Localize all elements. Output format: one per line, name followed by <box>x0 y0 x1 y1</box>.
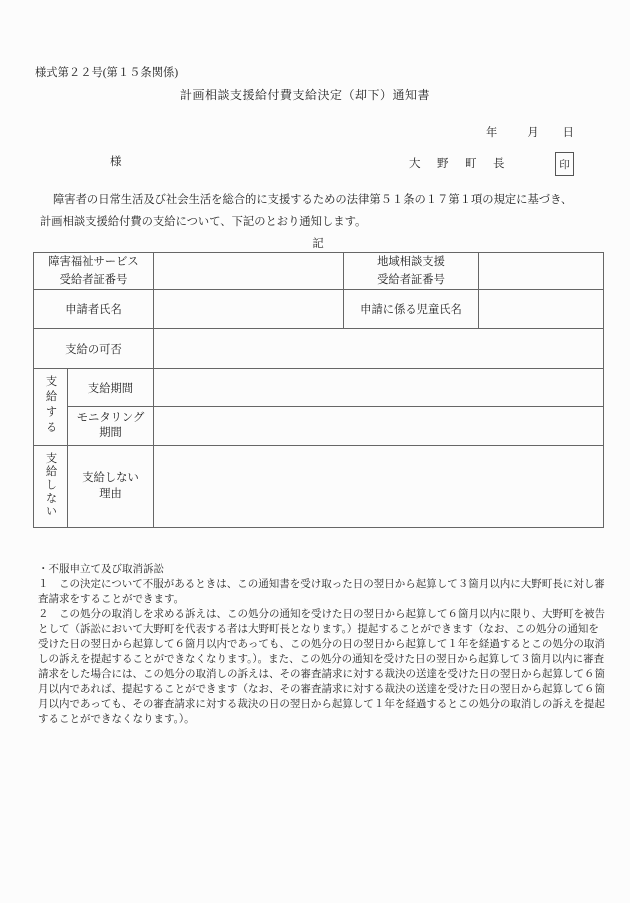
service-cert-label-line: 障害福祉サービス <box>48 256 139 268</box>
seal-mark: 印 <box>559 159 570 171</box>
table-row <box>34 369 604 407</box>
benefits-table <box>33 252 604 528</box>
service-cert-label-line: 受給者証番号 <box>59 274 128 286</box>
form-number: 様式第２２号(第１５条関係) <box>35 67 179 79</box>
applicant-name-value-cell <box>154 290 344 329</box>
child-name-value-cell <box>479 290 604 329</box>
note-line: 受けた日の翌日から起算して６箇月以内であっても、この処分の日の翌日から起算して１年を経過するとこの処分の取消 <box>38 639 605 650</box>
deny-group-cell <box>34 446 68 528</box>
date-line <box>486 124 574 140</box>
regional-cert-label-line: 受給者証番号 <box>377 274 445 286</box>
seal-box <box>555 152 574 176</box>
monitoring-label-line: 期間 <box>99 427 122 439</box>
record-heading: 記 <box>312 238 324 250</box>
table-row <box>34 329 604 369</box>
grant-decision-value-cell <box>154 329 604 369</box>
body-paragraph <box>40 189 606 233</box>
applicant-name-label-cell: 申請者氏名 <box>34 290 154 329</box>
note-line: しの訴えを提起することができなくなります。）。また、この処分の通知を受けた日の翌日から起算して３箇月以内に審査 <box>38 654 605 665</box>
note-line: として（訴訟において大野町を代表する者は大野町長となります。）提起することができます（なお、この処分の通知を <box>38 624 599 635</box>
note-line: １ この決定について不服があるときは、この通知書を受け取った日の翌日から起算して３箇月以内に大野町長に対し審 <box>38 579 605 590</box>
regional-cert-label-line: 地域相談支援 <box>377 256 445 268</box>
grant-decision-label-cell: 支給の可否 <box>34 329 154 369</box>
table-row <box>34 290 604 329</box>
grant-period-value-cell <box>154 369 604 407</box>
note-line: 月以内であっても、その審査請求に対する裁決の日の翌日から起算して１年を経過するとこの処分の取消しの訴えを提起 <box>38 699 605 710</box>
monitoring-label-cell <box>68 407 154 446</box>
table-row <box>34 446 604 528</box>
monitoring-label-line: モニタリング <box>76 411 145 424</box>
grant-group-label: 支給する <box>44 374 57 437</box>
issuer-title: 大野町長 <box>409 158 521 170</box>
body-line: 障害者の日常生活及び社会生活を総合的に支援するための法律第５１条の１７第１項の規定に基づき、 <box>53 194 573 206</box>
deny-reason-value-cell <box>154 446 604 528</box>
table-row <box>34 407 604 446</box>
deny-reason-label-cell <box>68 446 154 528</box>
notes-section <box>38 562 608 727</box>
body-line: 計画相談支援給付費の支給について、下記のとおり通知します。 <box>40 216 367 228</box>
deny-reason-label-line: 支給しない <box>82 472 139 484</box>
deny-group-label: 支給しない <box>44 451 57 519</box>
deny-reason-label-line: 理由 <box>99 487 122 500</box>
notes-heading: ・不服申立て及び取消訴訟 <box>38 564 164 575</box>
note-line: ２ この処分の取消しを求める訴えは、この処分の通知を受けた日の翌日から起算して６箇月以内に限り、大野町を被告 <box>38 609 605 620</box>
note-line: 請求をした場合には、この処分の取消しの訴えは、その審査請求に対する裁決の送達を受けた日の翌日から起算して６箇 <box>38 669 605 680</box>
year-label: 年 <box>486 127 498 139</box>
note-line: することができなくなります。）。 <box>38 714 195 725</box>
monitoring-value-cell <box>154 407 604 446</box>
document-title: 計画相談支援給付費支給決定（却下）通知書 <box>180 88 431 102</box>
service-cert-label-cell <box>34 253 154 290</box>
grant-group-cell <box>34 369 68 446</box>
month-label: 月 <box>527 127 539 139</box>
table-row <box>34 253 604 290</box>
service-cert-value-cell <box>154 253 344 290</box>
note-line: 月以内であれば、提起することができます（なお、その審査請求に対する裁決の送達を受けた日の翌日から起算して６箇 <box>38 684 605 695</box>
addressee-honorific: 様 <box>110 156 122 168</box>
day-label: 日 <box>562 127 574 139</box>
note-line: 査請求をすることができます。 <box>38 594 185 605</box>
regional-cert-value-cell <box>479 253 604 290</box>
grant-period-label-cell: 支給期間 <box>68 369 154 407</box>
child-name-label-cell: 申請に係る児童氏名 <box>344 290 479 329</box>
regional-cert-label-cell <box>344 253 479 290</box>
